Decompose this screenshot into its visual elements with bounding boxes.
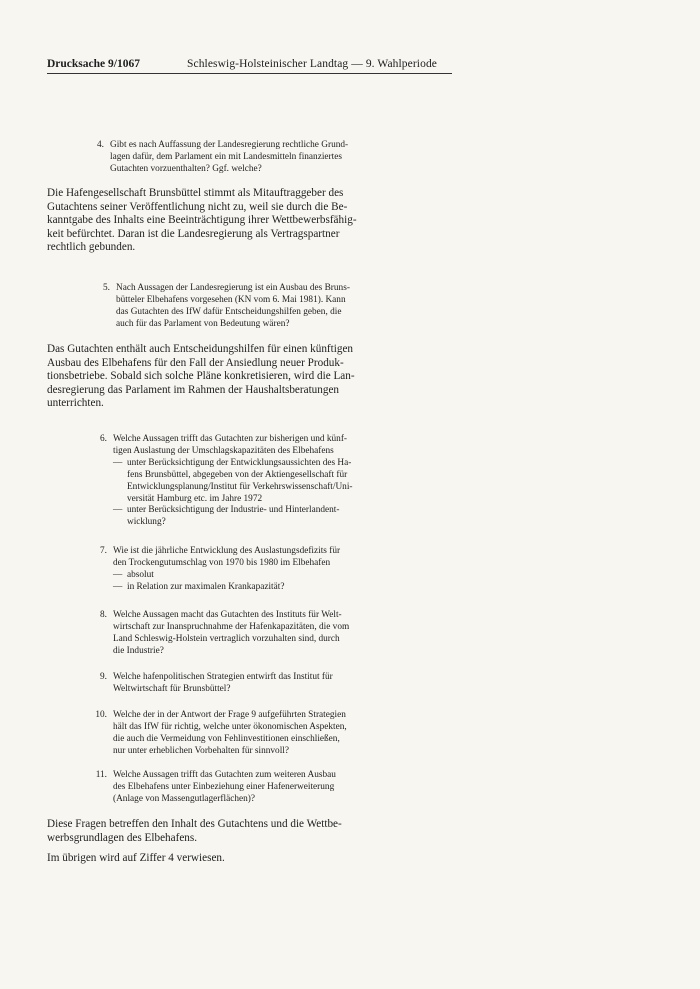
- document-number: Drucksache 9/1067: [47, 58, 140, 70]
- question-sub-item: — unter Berücksichtigung der Entwicklungsaussichten des Ha- fens Brunsbüttel, abgegeben von der Aktiengesellschaft für Entwicklungsplanung/Institut für Verkehrswissenschaft/Uni- versität Hamburg etc. im Jahre 1972: [113, 457, 353, 504]
- answer-5: Das Gutachten enthält auch Entscheidungshilfen für einen künftigen Ausbau des Elbehafens für den Fall der Ansiedlung neuer Produk- tionsbetriebe. Sobald sich solche Pläne konkretisieren, wird die Lan- desregierung das Parlament im Rahmen der Haushaltsberatungen unterrichten.: [47, 343, 355, 410]
- question-number: 10.: [95, 710, 107, 720]
- question-number: 7.: [100, 546, 107, 556]
- question-sub-item: — unter Berücksichtigung der Industrie- und Hinterlandent- wicklung?: [113, 505, 340, 528]
- question-5: [88, 283, 418, 331]
- question-6: [85, 434, 420, 529]
- question-number: 9.: [100, 672, 107, 682]
- question-number: 5.: [103, 283, 110, 293]
- question-text: Nach Aussagen der Landesregierung ist ein Ausbau des Bruns- bütteler Elbehafens vorgesehen (KN vom 6. Mai 1981). Kann das Gutachten des IfW dafür Entscheidungshilfen geben, die auch für das Parlament von Bedeutung wären?: [116, 283, 350, 329]
- question-4: [82, 140, 412, 176]
- parliament-title: Schleswig-Holsteinischer Landtag — 9. Wahlperiode: [187, 58, 437, 70]
- question-text: Welche Aussagen trifft das Gutachten zum weiteren Ausbau des Elbehafens unter Einbeziehung einer Hafenerweiterung (Anlage von Massengutlagerflächen)?: [113, 770, 336, 804]
- question-number: 4.: [97, 140, 104, 150]
- question-sub-item: — in Relation zur maximalen Krankapazität?: [113, 581, 285, 592]
- question-11: [85, 770, 420, 806]
- question-text: Welche Aussagen macht das Gutachten des Instituts für Welt- wirtschaft zur Inanspruchnahme der Hafenkapazitäten, die vom Land Schleswig-Holstein vertraglich vorzuhalten sind, durch die Industrie?: [113, 610, 350, 656]
- question-number: 11.: [95, 770, 107, 780]
- question-text: Welche der in der Antwort der Frage 9 aufgeführten Strategien hält das IfW für richtig, welche unter ökonomischen Aspekten, die auch die Vermeidung von Fehlinvestitionen einschließen, nur unter erheblichen Vorbehalten für sinnvoll?: [113, 710, 347, 756]
- question-number: 8.: [100, 610, 107, 620]
- question-text: Gibt es nach Auffassung der Landesregierung rechtliche Grund- lagen dafür, dem Parlament ein mit Landesmitteln finanziertes Gutachten vorzuenthalten? Ggf. welche?: [110, 140, 349, 174]
- answer-6-11: Diese Fragen betreffen den Inhalt des Gutachtens und die Wettbe- werbsgrundlagen des Elbehafens.: [47, 818, 342, 844]
- question-text: Welche Aussagen trifft das Gutachten zur bisherigen und künf- tigen Auslastung der Umschlagskapazitäten des Elbehafens: [113, 434, 348, 456]
- question-number: 6.: [100, 434, 107, 444]
- closing-remark: Im übrigen wird auf Ziffer 4 verwiesen.: [47, 852, 225, 864]
- question-7: [85, 546, 420, 594]
- question-10: [85, 710, 420, 758]
- question-text: Wie ist die jährliche Entwicklung des Auslastungsdefizits für den Trockengutumschlag von 1970 bis 1980 im Elbehafen: [113, 546, 341, 568]
- question-8: [85, 610, 420, 658]
- question-text: Welche hafenpolitischen Strategien entwirft das Institut für Weltwirtschaft für Brunsbüttel?: [113, 672, 333, 694]
- answer-4: Die Hafengesellschaft Brunsbüttel stimmt als Mitauftraggeber des Gutachtens seiner Veröffentlichung nicht zu, weil sie durch die Be- kanntgabe des Inhalts eine Beeinträchtigung ihrer Wettbewerbsfähig- keit befürchtet. Daran ist die Landesregierung als Vertragspartner rechtlich gebunden.: [47, 187, 357, 254]
- question-sub-item: — absolut: [113, 569, 154, 580]
- question-9: [85, 672, 420, 696]
- page-header: [47, 57, 452, 74]
